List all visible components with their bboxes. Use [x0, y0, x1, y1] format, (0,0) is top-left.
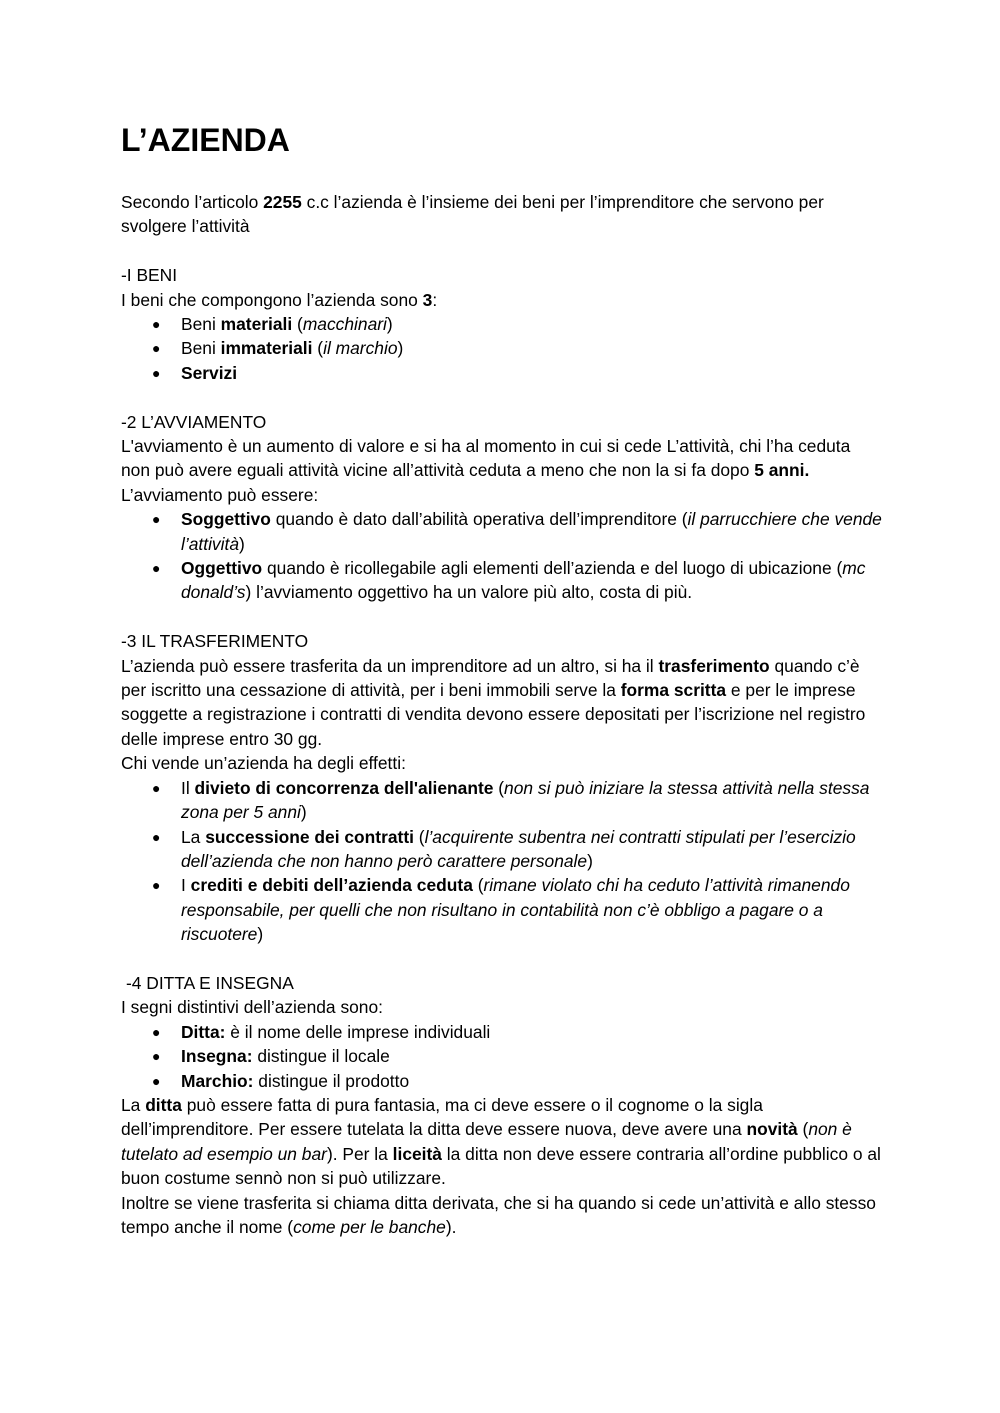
text: può essere fatta di pura fantasia, ma ci deve essere o il cognome o la sigla dell’imprenditore. Per essere tutelata la ditta deve essere nuova, deve avere una — [121, 1094, 763, 1140]
bold-text: crediti e debiti dell’azienda ceduta — [190, 875, 473, 896]
bullet-icon: ● — [152, 1072, 161, 1089]
text: Il — [181, 777, 195, 798]
bold-text: ditta — [145, 1094, 182, 1115]
bold-text: materiali — [220, 314, 293, 335]
italic-text: mc donald’s — [181, 558, 866, 603]
list-item — [121, 1020, 883, 1044]
section-heading: -4 DITTA E INSEGNA — [126, 972, 294, 993]
bold-text: forma scritta — [620, 680, 727, 701]
list-item — [121, 873, 883, 946]
bold-text: Servizi — [181, 362, 238, 383]
bold-text: divieto di concorrenza dell'alienante — [194, 777, 494, 798]
list-item — [121, 1069, 883, 1093]
bold-text: trasferimento — [658, 655, 770, 676]
section-heading: -2 L’AVVIAMENTO — [121, 411, 267, 432]
paragraph — [121, 654, 883, 752]
list-item — [121, 1044, 883, 1068]
text: ) — [239, 533, 245, 554]
section-heading: -I BENI — [121, 265, 178, 286]
text: ) — [257, 924, 264, 945]
intro-bold: 2255 — [263, 192, 302, 212]
list-item — [121, 776, 883, 825]
text: : — [432, 289, 438, 310]
italic-text: il parrucchiere che vende l’attività — [181, 509, 882, 554]
bullet-list — [121, 776, 883, 947]
italic-text: rimane violato chi ha ceduto l’attività rimanendo responsabile, per quelli che non risultano in contabilità non c’è obbligo a pagare o a riscuotere — [181, 875, 850, 945]
text: La — [121, 1094, 146, 1115]
bold-text: 3 — [422, 289, 433, 310]
italic-text: il marchio — [323, 338, 398, 359]
bold-text: successione dei contratti — [205, 826, 414, 847]
text: la ditta non deve essere contraria all’ordine pubblico o al buon costume sennò non si può utilizzare. — [121, 1143, 881, 1189]
section-trasferimento — [121, 629, 883, 946]
text: quando c’è per iscritto una cessazione di attività, per i beni immobili serve la — [121, 655, 860, 701]
list-item — [121, 825, 883, 874]
text: La — [181, 826, 206, 847]
bold-text: Ditta: — [181, 1021, 226, 1042]
bullet-icon: ● — [152, 877, 161, 894]
italic-text: l’acquirente subentra nei contratti stipulati per l’esercizio dell’azienda che non hanno però carattere personale — [181, 826, 856, 871]
text: e per le imprese soggette a registrazione i contratti di vendita devono essere depositati per l’iscrizione nel registro delle imprese entro 30 gg. — [121, 680, 866, 749]
list-item — [121, 556, 883, 605]
paragraph: I segni distintivi dell’azienda sono: — [121, 997, 383, 1018]
bold-text: novità — [746, 1119, 798, 1140]
section-heading: -3 IL TRASFERIMENTO — [121, 631, 309, 652]
list-item — [121, 507, 883, 556]
bullet-icon: ● — [152, 364, 161, 381]
italic-text: come per le banche — [293, 1217, 446, 1237]
bullet-icon: ● — [152, 511, 161, 528]
section-ditta — [121, 971, 883, 1239]
section-avviamento — [121, 410, 883, 605]
bullet-icon: ● — [152, 828, 161, 845]
text: L’azienda può essere trasferita da un imprenditore ad un altro, si ha il — [121, 655, 659, 676]
text: ). — [445, 1217, 457, 1237]
page-title: L’AZIENDA — [121, 122, 290, 158]
text: ( — [797, 1119, 809, 1140]
bold-text: Marchio: — [181, 1070, 254, 1091]
text: ) — [300, 802, 307, 823]
text: I beni che compongono l’azienda sono — [121, 289, 423, 310]
section-beni — [121, 263, 883, 385]
text: ) l’avviamento oggettivo ha un valore più alto, costa di più. — [245, 582, 693, 603]
intro-text: c.c l’azienda è l’insieme dei beni per l’imprenditore che servono per svolgere l’attività — [121, 192, 824, 237]
paragraph — [121, 434, 883, 483]
intro-paragraph — [121, 190, 883, 239]
text: L'avviamento è un aumento di valore e si ha al momento in cui si cede L’attività, chi l’ha ceduta non può avere eguali attività vicine all’attività ceduta a meno che non la si fa dopo — [121, 436, 851, 481]
bullet-icon: ● — [152, 316, 161, 333]
text: distingue il locale — [252, 1046, 390, 1067]
text: Beni — [181, 338, 221, 359]
bullet-icon: ● — [152, 779, 161, 796]
paragraph — [121, 288, 883, 312]
bullet-list — [121, 1020, 883, 1093]
text: distingue il prodotto — [253, 1070, 410, 1091]
bold-text: 5 anni. — [754, 460, 810, 481]
italic-text: non si può iniziare la stessa attività nella stessa zona per 5 anni — [181, 777, 870, 823]
text: ( — [493, 777, 505, 798]
text: ) — [386, 314, 393, 335]
bullet-icon: ● — [152, 1048, 161, 1065]
text: ) — [587, 850, 593, 871]
paragraph — [121, 1191, 883, 1240]
paragraph — [121, 1093, 883, 1191]
bullet-icon: ● — [152, 340, 161, 357]
document-page — [121, 118, 883, 1239]
text: ( — [472, 875, 484, 896]
text: I — [181, 875, 191, 896]
text: è il nome delle imprese individuali — [225, 1021, 491, 1042]
italic-text: non è tutelato ad esempio un bar — [121, 1119, 852, 1164]
paragraph: Chi vende un’azienda ha degli effetti: — [121, 753, 406, 774]
text: ( — [312, 338, 324, 359]
bold-text: Soggettivo — [181, 509, 271, 530]
list-item — [121, 361, 883, 385]
bold-text: Oggettivo — [181, 558, 263, 579]
list-item — [121, 336, 883, 360]
paragraph: L’avviamento può essere: — [121, 484, 319, 505]
text: quando è ricollegabile agli elementi dell’azienda e del luogo di ubicazione ( — [262, 558, 843, 579]
bold-text: liceità — [392, 1143, 442, 1164]
text: ( — [292, 314, 303, 335]
bullet-list — [121, 507, 883, 605]
bullet-icon: ● — [152, 1023, 161, 1040]
text: Inoltre se viene trasferita si chiama ditta derivata, che si ha quando si cede un’attività e allo stesso tempo anche il nome ( — [121, 1192, 876, 1237]
bullet-icon: ● — [152, 560, 161, 577]
bold-text: immateriali — [220, 338, 313, 359]
text: Beni — [181, 314, 221, 335]
list-item — [121, 312, 883, 336]
bullet-list — [121, 312, 883, 385]
text: quando è dato dall’abilità operativa dell’imprenditore ( — [270, 509, 688, 530]
intro-text: Secondo l’articolo — [121, 192, 264, 212]
text: ( — [413, 826, 425, 847]
text: ). Per la — [326, 1143, 393, 1164]
text: ) — [397, 338, 404, 359]
bold-text: Insegna: — [181, 1046, 253, 1067]
italic-text: macchinari — [302, 314, 387, 335]
